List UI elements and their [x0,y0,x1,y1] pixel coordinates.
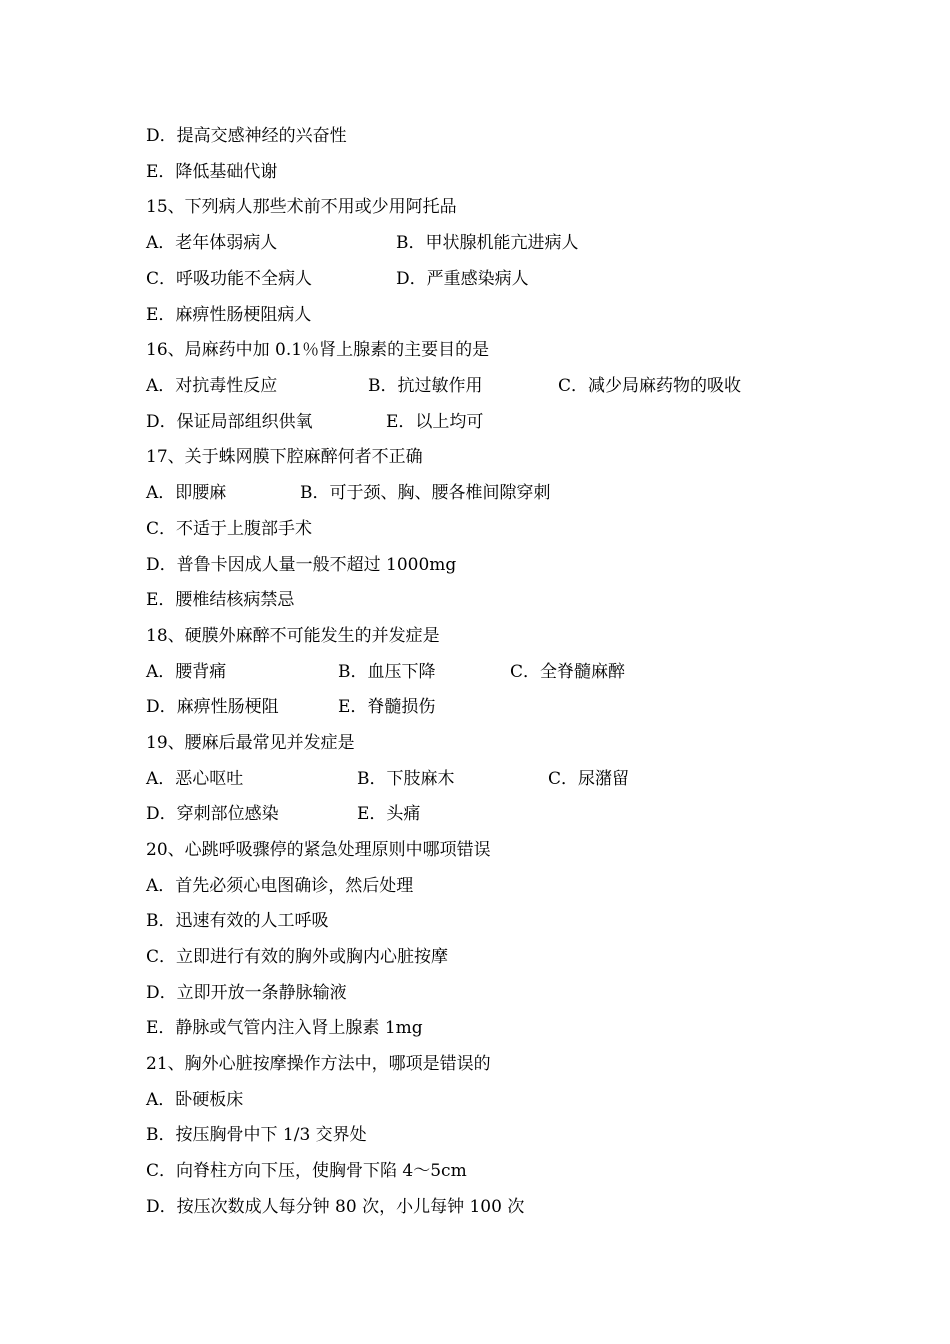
option-d: D．立即开放一条静脉输液 [146,983,347,1003]
option-d: D．穿刺部位感染 [146,804,279,824]
option-d: D．按压次数成人每分钟 80 次，小儿每钟 100 次 [146,1197,525,1217]
option-e: E．腰椎结核病禁忌 [146,590,295,610]
question-text: 20、心跳呼吸骤停的紧急处理原则中哪项错误 [146,840,491,860]
option-a: A．腰背痛 [146,662,227,682]
option-d: D．严重感染病人 [396,269,529,289]
option-c: C．向脊柱方向下压，使胸骨下陷 4～5cm [146,1161,467,1181]
option-e: E．头痛 [357,804,421,824]
option-e: E．麻痹性肠梗阻病人 [146,305,312,325]
option-e: E．静脉或气管内注入肾上腺素 1mg [146,1018,423,1038]
option-c: C．减少局麻药物的吸收 [558,376,742,396]
option-b: B．甲状腺机能亢进病人 [396,233,579,253]
option-b: B．可于颈、胸、腰各椎间隙穿刺 [300,483,551,503]
option-c: C．全脊髓麻醉 [510,662,626,682]
option-b: B．按压胸骨中下 1/3 交界处 [146,1125,367,1145]
option-d: D．提高交感神经的兴奋性 [146,126,347,146]
option-e: E．降低基础代谢 [146,162,278,182]
option-a: A．对抗毒性反应 [146,376,278,396]
question-text: 19、腰麻后最常见并发症是 [146,733,355,753]
question-text: 17、关于蛛网膜下腔麻醉何者不正确 [146,447,423,467]
option-d: D．麻痹性肠梗阻 [146,697,279,717]
question-text: 16、局麻药中加 0.1％肾上腺素的主要目的是 [146,340,490,360]
option-b: B．下肢麻木 [357,769,455,789]
option-c: C．不适于上腹部手术 [146,519,313,539]
option-c: C．立即进行有效的胸外或胸内心脏按摩 [146,947,449,967]
option-a: A．首先必须心电图确诊，然后处理 [146,876,414,896]
option-d: D．保证局部组织供氧 [146,412,313,432]
option-b: B．迅速有效的人工呼吸 [146,911,329,931]
option-e: E．以上均可 [386,412,484,432]
option-a: A．老年体弱病人 [146,233,278,253]
question-text: 18、硬膜外麻醉不可能发生的并发症是 [146,626,440,646]
option-b: B．抗过敏作用 [368,376,483,396]
option-c: C．呼吸功能不全病人 [146,269,313,289]
option-b: B．血压下降 [338,662,436,682]
option-e: E．脊髓损伤 [338,697,436,717]
question-text: 15、下列病人那些术前不用或少用阿托品 [146,197,457,217]
option-d: D．普鲁卡因成人量一般不超过 1000mg [146,555,457,575]
option-a: A．即腰麻 [146,483,227,503]
option-a: A．卧硬板床 [146,1090,244,1110]
option-a: A．恶心呕吐 [146,769,244,789]
option-c: C．尿潴留 [548,769,630,789]
question-text: 21、胸外心脏按摩操作方法中，哪项是错误的 [146,1054,491,1074]
